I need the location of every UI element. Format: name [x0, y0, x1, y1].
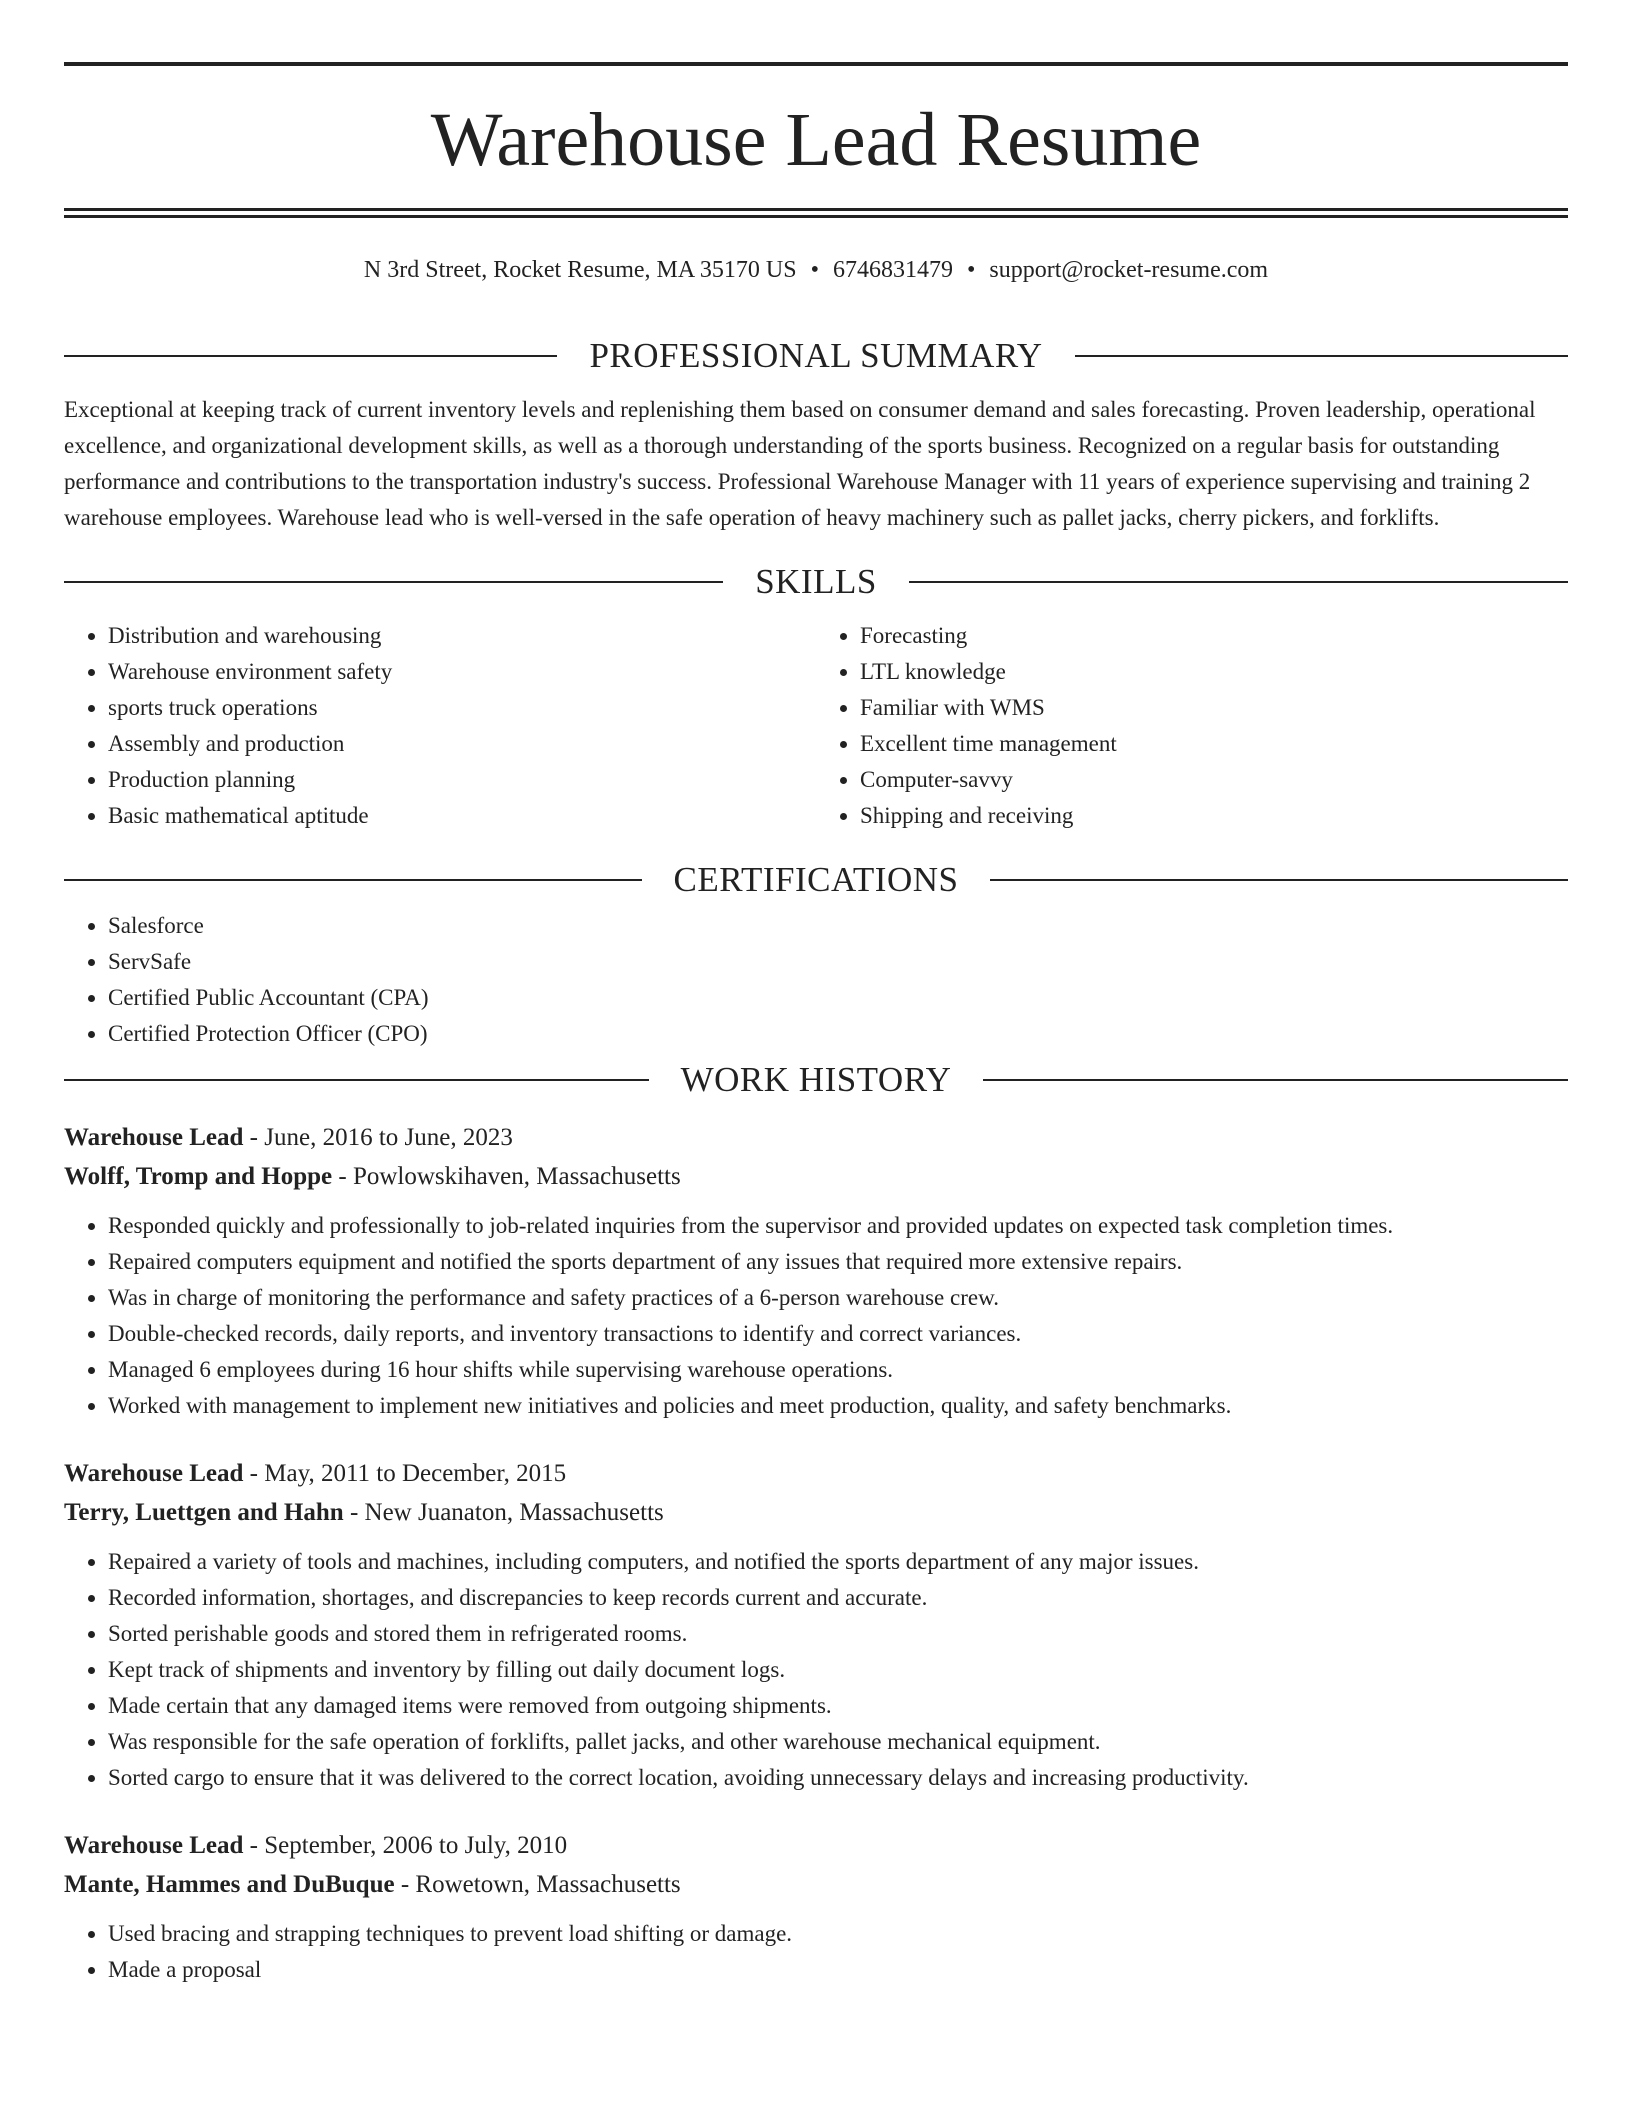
- skills-column-right: [816, 618, 1568, 834]
- job-entry: [64, 1454, 1568, 1796]
- skills-columns: [64, 618, 1568, 834]
- job-entry: [64, 1826, 1568, 1988]
- contact-separator: •: [810, 257, 819, 283]
- section-rule: [64, 355, 557, 357]
- section-header-certifications: [64, 852, 1568, 908]
- skill-item: • Forecasting: [860, 618, 1568, 654]
- skill-item: • Familiar with WMS: [860, 690, 1568, 726]
- job-dates: - September, 2006 to July, 2010: [243, 1832, 568, 1859]
- section-title-summary: PROFESSIONAL SUMMARY: [589, 336, 1043, 375]
- section-title-skills: SKILLS: [755, 562, 877, 601]
- job-company: Wolff, Tromp and Hoppe: [64, 1163, 333, 1190]
- job-company-line: [64, 1865, 1568, 1904]
- job-company-line: [64, 1493, 1568, 1532]
- section-title-certifications: CERTIFICATIONS: [673, 860, 959, 899]
- skill-item: • Warehouse environment safety: [108, 654, 816, 690]
- job-company-line: [64, 1157, 1568, 1196]
- contact-line: [64, 253, 1568, 287]
- job-bullets: [64, 1544, 1568, 1796]
- job-bullets: [64, 1916, 1568, 1988]
- job-bullet: • Double-checked records, daily reports, and inventory transactions to identify and correct variances.: [108, 1316, 1568, 1352]
- section-rule: [990, 879, 1568, 881]
- job-bullet: • Sorted cargo to ensure that it was delivered to the correct location, avoiding unnecessary delays and increasing productivity.: [108, 1760, 1568, 1796]
- resume-content: [64, 328, 1568, 2018]
- job-bullets: [64, 1208, 1568, 1424]
- job-entry: [64, 1118, 1568, 1424]
- job-company: Mante, Hammes and DuBuque: [64, 1871, 395, 1898]
- job-dates: - June, 2016 to June, 2023: [243, 1124, 513, 1151]
- job-location: - New Juanaton, Massachusetts: [343, 1499, 664, 1526]
- job-bullet: • Repaired computers equipment and notified the sports department of any issues that required more extensive repairs.: [108, 1244, 1568, 1280]
- skill-item: • Production planning: [108, 762, 816, 798]
- job-title: Warehouse Lead: [64, 1460, 244, 1487]
- job-bullet: • Sorted perishable goods and stored them in refrigerated rooms.: [108, 1616, 1568, 1652]
- job-dates: - May, 2011 to December, 2015: [243, 1460, 567, 1487]
- contact-email: support@rocket-resume.com: [989, 257, 1269, 283]
- job-bullet: • Made certain that any damaged items were removed from outgoing shipments.: [108, 1688, 1568, 1724]
- section-header-work-history: [64, 1052, 1568, 1108]
- section-title-work-history: WORK HISTORY: [680, 1060, 952, 1099]
- job-title-line: [64, 1826, 1568, 1865]
- certification-item: • ServSafe: [108, 944, 1568, 980]
- job-title: Warehouse Lead: [64, 1124, 244, 1151]
- job-bullet: • Kept track of shipments and inventory by filling out daily document logs.: [108, 1652, 1568, 1688]
- job-bullet: • Recorded information, shortages, and discrepancies to keep records current and accurate.: [108, 1580, 1568, 1616]
- job-bullet: • Was responsible for the safe operation of forklifts, pallet jacks, and other warehouse mechanical equipment.: [108, 1724, 1568, 1760]
- summary-text: Exceptional at keeping track of current inventory levels and replenishing them based on consumer demand and sales forecasting. Proven leadership, operational excellence, and organizational development skills, as well as a thorough understanding of the sports business. Recognized on a regular basis for outstanding performance and contributions to the transportation industry's success. Professional Warehouse Manager with 11 years of experience supervising and training 2 warehouse employees. Warehouse lead who is well-versed in the safe operation of heavy machinery such as pallet jacks, cherry pickers, and forklifts.: [64, 397, 1536, 530]
- certification-item: • Certified Protection Officer (CPO): [108, 1016, 1568, 1052]
- contact-address: N 3rd Street, Rocket Resume, MA 35170 US: [363, 257, 797, 283]
- skills-column-left: [64, 618, 816, 834]
- job-title-line: [64, 1454, 1568, 1493]
- skill-item: • LTL knowledge: [860, 654, 1568, 690]
- job-company: Terry, Luettgen and Hahn: [64, 1499, 344, 1526]
- section-rule: [1075, 355, 1568, 357]
- job-title-line: [64, 1118, 1568, 1157]
- top-rule: [64, 62, 1568, 66]
- section-header-skills: [64, 554, 1568, 610]
- skill-item: • Shipping and receiving: [860, 798, 1568, 834]
- skill-item: • sports truck operations: [108, 690, 816, 726]
- resume-title: Warehouse Lead Resume: [430, 98, 1202, 182]
- job-location: - Powlowskihaven, Massachusetts: [332, 1163, 681, 1190]
- job-bullet: • Used bracing and strapping techniques to prevent load shifting or damage.: [108, 1916, 1568, 1952]
- job-title: Warehouse Lead: [64, 1832, 244, 1859]
- certification-item: • Salesforce: [108, 908, 1568, 944]
- certification-item: • Certified Public Accountant (CPA): [108, 980, 1568, 1016]
- job-bullet: • Made a proposal: [108, 1952, 1568, 1988]
- job-location: - Rowetown, Massachusetts: [394, 1871, 681, 1898]
- section-rule: [64, 879, 642, 881]
- contact-phone: 6746831479: [832, 257, 953, 283]
- section-rule: [909, 581, 1568, 583]
- skill-item: • Basic mathematical aptitude: [108, 798, 816, 834]
- job-bullet: • Responded quickly and professionally to job-related inquiries from the supervisor and provided updates on expected task completion times.: [108, 1208, 1568, 1244]
- section-rule: [64, 581, 723, 583]
- job-bullet: • Worked with management to implement new initiatives and policies and meet production, quality, and safety benchmarks.: [108, 1388, 1568, 1424]
- skill-item: • Excellent time management: [860, 726, 1568, 762]
- section-rule: [983, 1079, 1568, 1081]
- skill-item: • Computer-savvy: [860, 762, 1568, 798]
- skill-item: • Distribution and warehousing: [108, 618, 816, 654]
- skills-list-left: [64, 618, 816, 834]
- job-bullet: • Managed 6 employees during 16 hour shifts while supervising warehouse operations.: [108, 1352, 1568, 1388]
- section-rule: [64, 1079, 649, 1081]
- skills-list-right: [816, 618, 1568, 834]
- contact-separator: •: [966, 257, 976, 283]
- job-bullet: • Was in charge of monitoring the performance and safety practices of a 6-person warehouse crew.: [108, 1280, 1568, 1316]
- title-double-rule: [64, 208, 1568, 218]
- job-bullet: • Repaired a variety of tools and machines, including computers, and notified the sports department of any major issues.: [108, 1544, 1568, 1580]
- skill-item: • Assembly and production: [108, 726, 816, 762]
- section-header-summary: [64, 328, 1568, 384]
- certifications-list: [64, 908, 1568, 1052]
